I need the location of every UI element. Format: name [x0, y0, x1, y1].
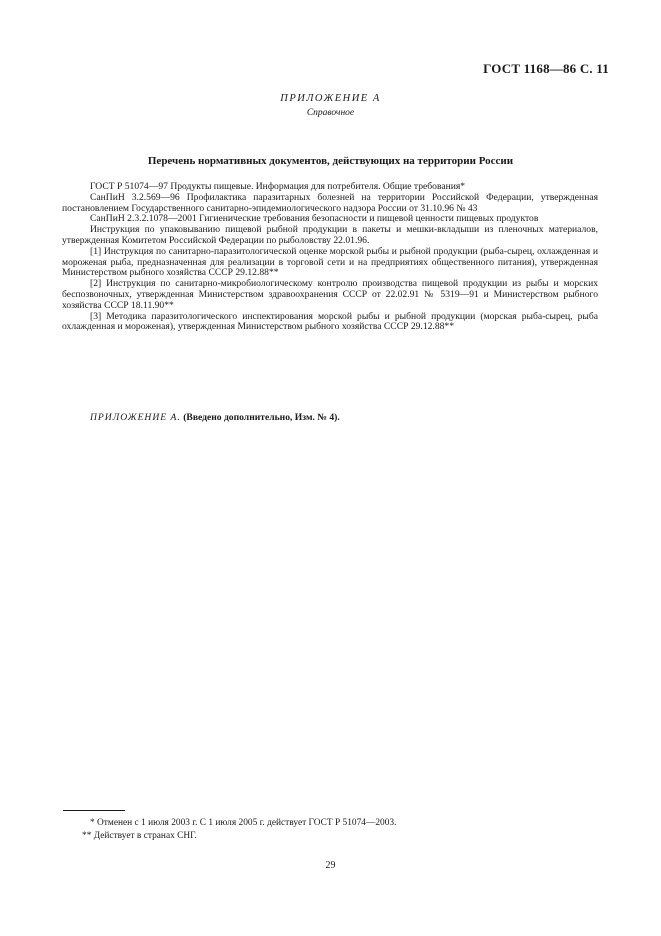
document-entry-text: [2] Инструкция по санитарно-микробиологическому контролю производства пищевой продукции из рыбы и морских беспозвоночных, утвержденная Министерством здравоохранения СССР от 22.02.91 № 5319—91 и Министерством рыбного хозяйства СССР 18.11.90**: [62, 278, 598, 311]
amendment-note-label: ПРИЛОЖЕНИЕ А.: [90, 412, 181, 423]
document-entry-text: СанПиН 3.2.569—96 Профилактика паразитарных болезней на территории Российской Федерации, утвержденная постановлением Государственного санитарно-эпидемиологического надзора России от 31.10.96 № 43: [62, 191, 598, 214]
appendix-subtitle: Справочное: [306, 108, 355, 118]
appendix-title: ПРИЛОЖЕНИЕ А: [280, 93, 381, 104]
footnote-divider: [63, 810, 125, 811]
document-entry: [62, 193, 598, 215]
document-entry: [62, 247, 598, 279]
standard-code-header: ГОСТ 1168—86 С. 11: [483, 61, 609, 76]
document-entry-text: ГОСТ Р 51074—97 Продукты пищевые. Информация для потребителя. Общие требования*: [90, 181, 466, 192]
document-entry-text: Инструкция по упаковыванию пищевой рыбной продукции в пакеты и мешки-вкладыши из пленочных материалов, утвержденная Комитетом Российской Федерации по рыболовству 22.01.96.: [62, 224, 598, 246]
amendment-note: [90, 412, 340, 423]
document-entry-text: [3] Методика паразитологического инспектирования морской рыбы и рыбной продукции (морская рыба-сырец, рыба охлажденная и мороженая), утвержденная Министерством рыбного хозяйства СССР 29.12.88**: [62, 310, 598, 333]
document-entry: [62, 312, 598, 334]
document-list: [62, 181, 598, 333]
amendment-note-text: (Введено дополнительно, Изм. № 4).: [183, 412, 340, 423]
page-number: 29: [325, 860, 336, 871]
document-entry-text: СанПиН 2.3.2.1078—2001 Гигиенические требования безопасности и пищевой ценности пищевых продуктов: [90, 213, 539, 225]
document-entry-text: [1] Инструкция по санитарно-паразитологической оценке морской рыбы и рыбной продукции (рыба-сырец, охлажденная и мороженая рыба, предназначенная для реализации в торговой сети и на предприятиях общественного питания), утвержденная Министерством рыбного хозяйства СССР 29.12.88**: [62, 245, 598, 279]
footnote: * Отменен с 1 июля 2003 г. С 1 июля 2005 г. действует ГОСТ Р 51074—2003.: [90, 818, 397, 828]
document-entry: [62, 279, 598, 311]
footnote: ** Действует в странах СНГ.: [82, 831, 197, 841]
document-list-heading: Перечень нормативных документов, действующих на территории России: [147, 155, 514, 167]
footnotes: [82, 817, 396, 843]
document-entry: [62, 225, 598, 247]
